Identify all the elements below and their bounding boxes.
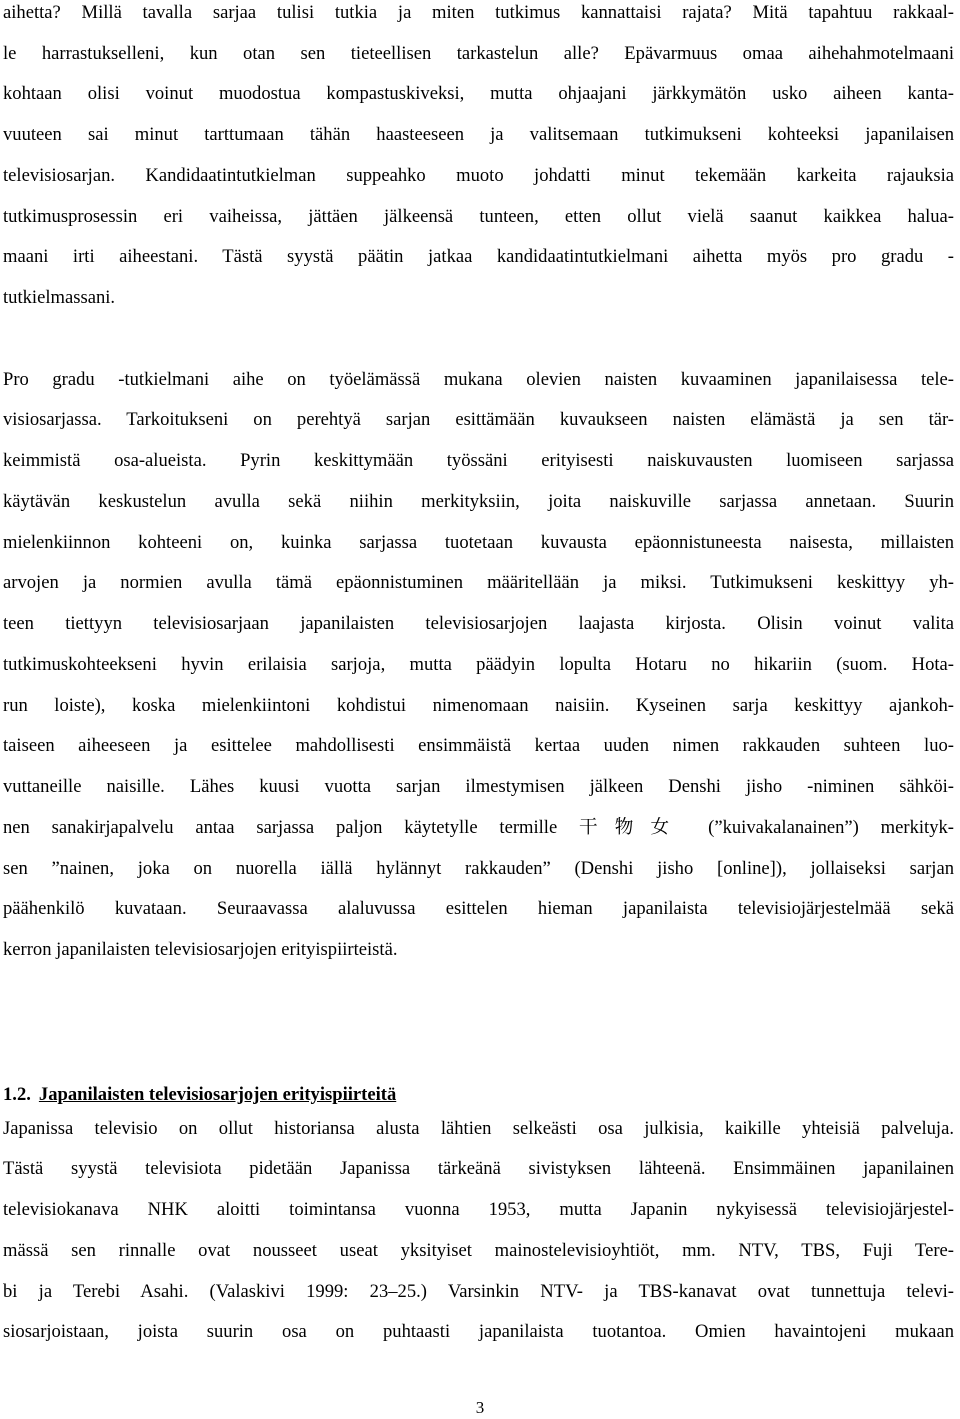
text-line: aihetta? Millä tavalla sarjaa tulisi tutkia ja miten tutkimus kannattaisi rajata? Mitä tapahtuu rakkaal- xyxy=(3,2,954,23)
text-line: käytävän keskustelun avulla sekä niihin merkityksiin, joita naiskuville sarjassa annetaan. Suurin xyxy=(3,491,954,512)
text-line: päähenkilö kuvataan. Seuraavassa alaluvussa esittelen hieman japanilaista televisiojärjestelmää sekä xyxy=(3,898,954,919)
text-line: siosarjoistaan, joista suurin osa on puhtaasti japanilaista tuotantoa. Omien havaintojeni mukaan xyxy=(3,1321,954,1342)
text-line: visiosarjassa. Tarkoitukseni on perehtyä sarjan esittämään kuvaukseen naisten elämästä ja sen tär- xyxy=(3,409,954,430)
text-line: mässä sen rinnalle ovat nousseet useat yksityiset mainostelevisioyhtiöt, mm. NTV, TBS, Fuji Tere- xyxy=(3,1240,954,1261)
text-line: Japanissa televisio on ollut historiansa alusta lähtien selkeästi osa julkisia, kaikille yhteisiä palveluja. xyxy=(3,1118,954,1139)
text-line: le harrastukselleni, kun otan sen tieteellisen tarkastelun alle? Epävarmuus omaa aihehahmotelmaani xyxy=(3,43,954,64)
text-line: vuuteen sai minut tarttumaan tähän haasteeseen ja valitsemaan tutkimukseni kohteeksi japanilaisen xyxy=(3,124,954,145)
text-line: nen sanakirjapalvelu antaa sarjassa paljon käytetylle termille 干物女 (”kuivakalanainen”) merkityk- xyxy=(3,817,954,838)
page-number: 3 xyxy=(475,1398,485,1417)
section-title: Japanilaisten televisiosarjojen erityispiirteitä xyxy=(38,1084,397,1105)
section-heading xyxy=(3,1084,396,1106)
text-line: arvojen ja normien avulla tämä epäonnistuminen määritellään ja miksi. Tutkimukseni keskittyy yh- xyxy=(3,572,954,593)
text-line: kohtaan olisi voinut muodostua kompastuskiveksi, mutta ohjaajani järkkymätön usko aiheen kanta- xyxy=(3,83,954,104)
text-line: vuttaneille naisille. Lähes kuusi vuotta sarjan ilmestymisen jälkeen Denshi jisho -niminen sähköi- xyxy=(3,776,954,797)
text-line: kerron japanilaisten televisiosarjojen erityispiirteistä. xyxy=(3,939,398,960)
text-line: mielenkiinnon kohteeni on, kuinka sarjassa tuotetaan kuvausta epäonnistuneesta naisesta, millaisten xyxy=(3,532,954,553)
text-line: tutkielmassani. xyxy=(3,287,116,308)
text-line: teen tiettyyn televisiosarjaan japanilaisten televisiosarjojen laajasta kirjosta. Olisin voinut valita xyxy=(3,613,954,634)
text-line: keimmistä osa-alueista. Pyrin keskittymään työssäni erityisesti naiskuvausten luomiseen sarjassa xyxy=(3,450,954,471)
text-line: televisiosarjan. Kandidaatintutkielman suppeahko muoto johdatti minut tekemään karkeita rajauksia xyxy=(3,165,954,186)
text-line: Tästä syystä televisiota pidetään Japanissa tärkeänä sivistyksen lähteenä. Ensimmäinen japanilainen xyxy=(3,1158,954,1179)
text-line: maani irti aiheestani. Tästä syystä päätin jatkaa kandidaatintutkielmani aihetta myös pro gradu - xyxy=(3,246,954,267)
text-line: tutkimuskohteekseni hyvin erilaisia sarjoja, mutta päädyin lopulta Hotaru no hikariin (suom. Hota- xyxy=(3,654,954,675)
text-line: sen ”nainen, joka on nuorella iällä hylännyt rakkauden” (Denshi jisho [online]), jollaiseksi sarjan xyxy=(3,858,954,879)
section-number: 1.2. xyxy=(3,1084,31,1105)
text-line: Pro gradu -tutkielmani aihe on työelämässä mukana olevien naisten kuvaaminen japanilaisessa tele- xyxy=(3,369,954,390)
text-line: taiseen aiheeseen ja esittelee mahdollisesti ensimmäistä kertaa uuden nimen rakkauden suhteen luo- xyxy=(3,735,954,756)
text-line: tutkimusprosessin eri vaiheissa, jättäen jälkeensä tunteen, etten ollut vielä saanut kaikkea halua- xyxy=(3,206,954,227)
text-line: run loiste), koska mielenkiintoni kohdistui nimenomaan naisiin. Kyseinen sarja keskittyy ajankoh- xyxy=(3,695,954,716)
text-line: bi ja Terebi Asahi. (Valaskivi 1999: 23–25.) Varsinkin NTV- ja TBS-kanavat ovat tunnettuja televi- xyxy=(3,1281,954,1302)
text-line: televisiokanava NHK aloitti toimintansa vuonna 1953, mutta Japanin nykyisessä televisiojärjestel- xyxy=(3,1199,954,1220)
